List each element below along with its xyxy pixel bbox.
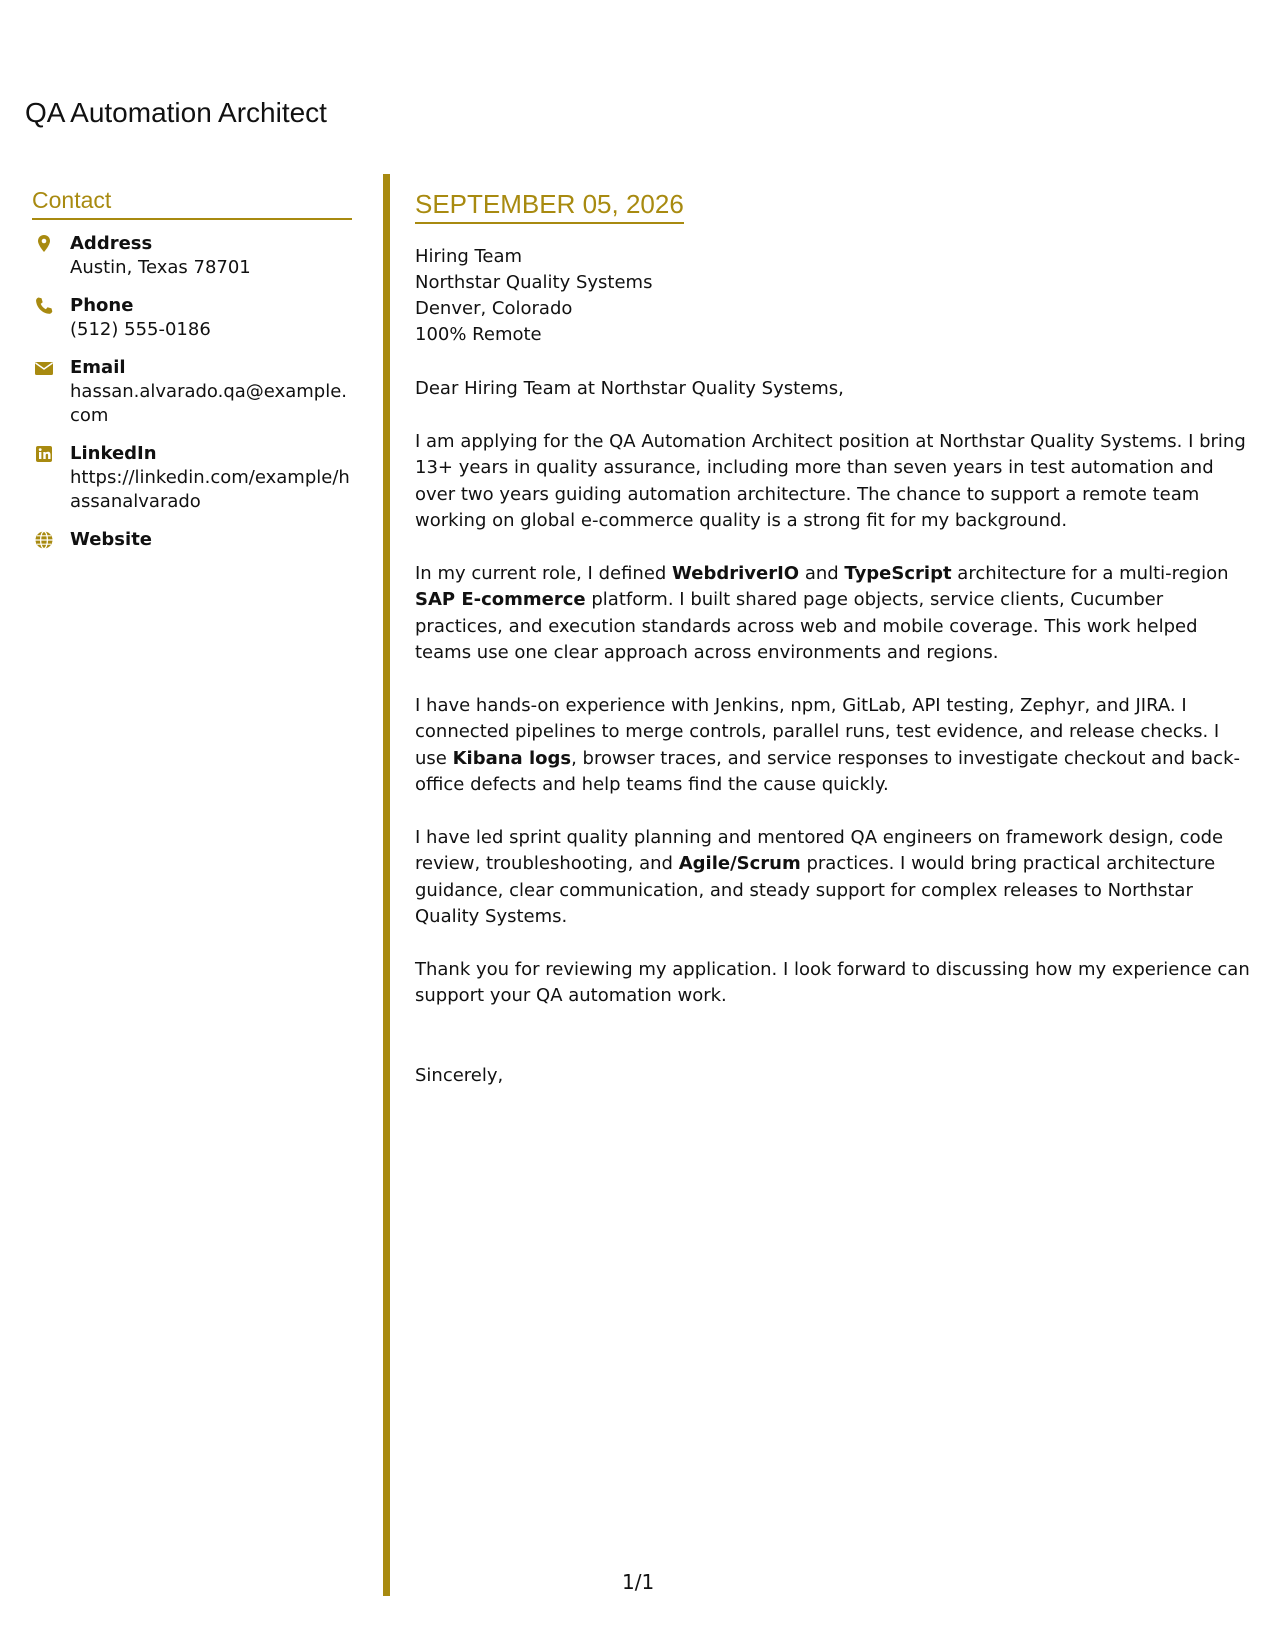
paragraph-2 (415, 561, 1255, 667)
text-segment: architecture for a multi-region (951, 562, 1229, 584)
email-link[interactable]: hassan.alvarado.qa@example.com (70, 381, 347, 426)
recipient-line: Northstar Quality Systems (415, 272, 653, 293)
linkedin-icon (34, 444, 54, 464)
bold-keyword: WebdriverIO (672, 562, 800, 584)
paragraph-5: Thank you for reviewing my application. I look forward to discussing how my experience can support your QA automation work. (415, 958, 1250, 1006)
globe-icon (34, 530, 54, 550)
contact-sidebar (32, 187, 352, 566)
page-number: 1/1 (622, 1570, 655, 1594)
recipient-line: 100% Remote (415, 324, 542, 345)
contact-label: LinkedIn (70, 443, 157, 464)
contact-list (32, 232, 352, 552)
text-segment: I have hands-on experience with Jenkins, npm, GitLab, API testing, Zephyr, and JIRA. I connected pipelines to merge controls, parallel runs, test evidence, and release checks. I use (415, 694, 1220, 769)
text-segment: , browser traces, and service responses to investigate checkout and back-office defects and help teams find the cause quickly. (415, 747, 1241, 795)
recipient-line: Denver, Colorado (415, 298, 573, 319)
page-title: QA Automation Architect (25, 97, 327, 128)
contact-label: Email (70, 357, 126, 378)
contact-item-email (32, 356, 352, 428)
linkedin-link[interactable]: https://linkedin.com/example/hassanalvarado (70, 467, 350, 512)
contact-label: Phone (70, 295, 134, 316)
letter-date: SEPTEMBER 05, 2026 (415, 189, 684, 224)
envelope-icon (34, 358, 54, 378)
contact-item-address (32, 232, 352, 280)
bold-keyword: Agile/Scrum (678, 853, 801, 874)
bold-keyword: TypeScript (844, 562, 952, 584)
contact-label: Address (70, 233, 153, 254)
contact-item-website (32, 528, 352, 552)
text-segment: practices. I would bring practical architecture guidance, clear communication, and steady support for complex releases to Northstar Quality Systems. (415, 853, 1216, 927)
contact-label: Website (70, 529, 153, 550)
contact-item-phone (32, 294, 352, 342)
text-segment: In my current role, I defined (415, 562, 673, 584)
bold-keyword: Kibana logs (452, 747, 572, 769)
text-segment: and (799, 562, 845, 584)
paragraph-3 (415, 693, 1255, 799)
contact-value: (512) 555-0186 (70, 319, 211, 340)
contact-item-linkedin (32, 442, 352, 514)
recipient-line: Hiring Team (415, 246, 523, 267)
paragraph-4 (415, 825, 1255, 931)
greeting: Dear Hiring Team at Northstar Quality Systems, (415, 378, 844, 399)
phone-icon (34, 296, 54, 316)
recipient-block (415, 244, 1255, 348)
bold-keyword: SAP E-commerce (415, 589, 586, 610)
contact-heading: Contact (32, 187, 352, 220)
closing: Sincerely, (415, 1064, 504, 1086)
contact-value: Austin, Texas 78701 (70, 257, 251, 278)
text-segment: I have led sprint quality planning and mentored QA engineers on framework design, code review, troubleshooting, and (415, 826, 1224, 874)
vertical-divider (383, 174, 390, 1596)
map-pin-icon (34, 234, 54, 254)
letter-body (415, 189, 1255, 1089)
paragraph-1: I am applying for the QA Automation Architect position at Northstar Quality Systems. I bring 13+ years in quality assurance, including more than seven years in test automation and over two years guiding automation architecture. The chance to support a remote team working on global e-commerce quality is a strong fit for my background. (415, 430, 1246, 531)
text-segment: platform. I built shared page objects, service clients, Cucumber practices, and execution standards across web and mobile coverage. This work helped teams use one clear approach across environments and regions. (415, 589, 1198, 663)
